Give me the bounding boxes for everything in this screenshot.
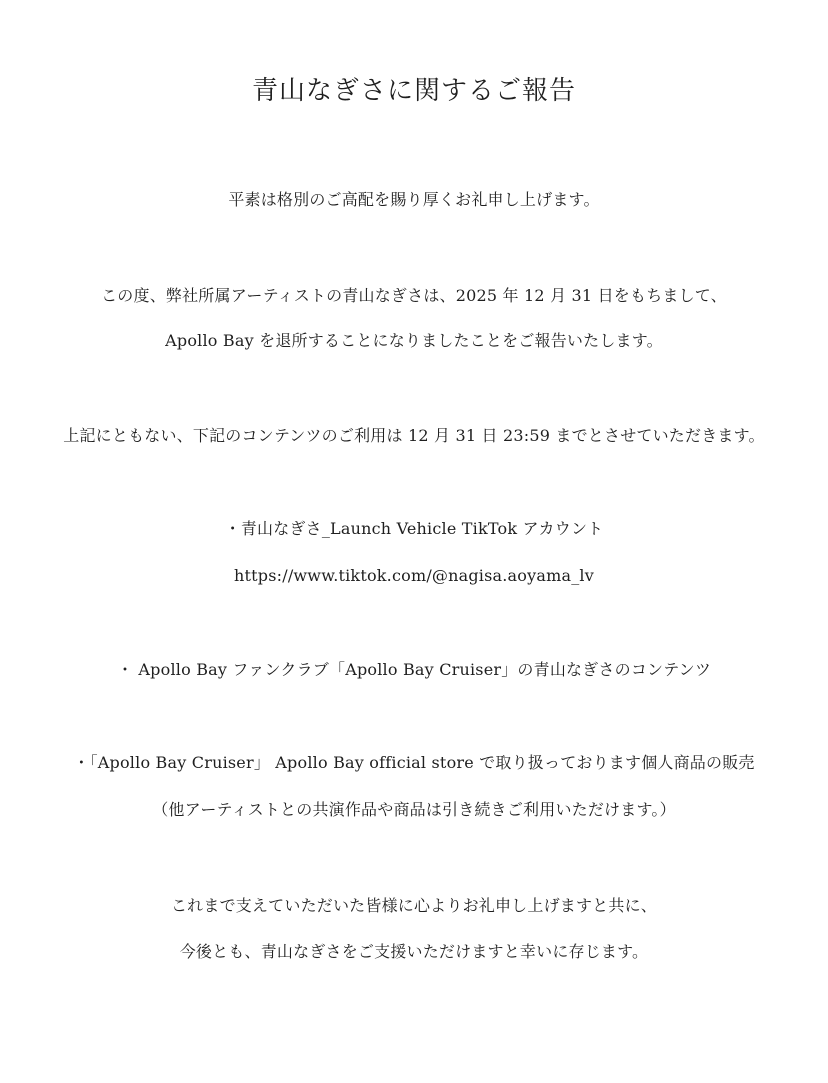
announcement-line-1: この度、弊社所属アーティストの青山なぎさは、2025 年 12 月 31 日をもちまして、 xyxy=(101,286,727,305)
closing-line-1: これまで支えていただいた皆様に心よりお礼申し上げますと共に、 xyxy=(170,896,657,915)
announcement-line-2: Apollo Bay を退所することになりましたことをご報告いたします。 xyxy=(165,331,663,350)
item-store-label: ・「Apollo Bay Cruiser」 Apollo Bay official store で取り扱っております個人商品の販売 xyxy=(73,753,755,772)
document-title: 青山なぎさに関するご報告 xyxy=(251,76,576,106)
closing-line-2: 今後とも、青山なぎさをご支援いただけますと幸いに存じます。 xyxy=(179,942,649,961)
item-fanclub-label: ・ Apollo Bay ファンクラブ「Apollo Bay Cruiser」の青山なぎさのコンテンツ xyxy=(116,660,712,679)
greeting-text: 平素は格別のご高配を賜り厚くお礼申し上げます。 xyxy=(228,190,600,209)
item-tiktok-label: ・青山なぎさ_Launch Vehicle TikTok アカウント xyxy=(224,519,604,538)
item-tiktok-url[interactable]: https://www.tiktok.com/@nagisa.aoyama_lv xyxy=(234,566,594,585)
notice-text: 上記にともない、下記のコンテンツのご利用は 12 月 31 日 23:59 までとさせていただきます。 xyxy=(63,426,765,445)
item-store-note: （他アーティストとの共演作品や商品は引き続きご利用いただけます。） xyxy=(152,800,676,819)
